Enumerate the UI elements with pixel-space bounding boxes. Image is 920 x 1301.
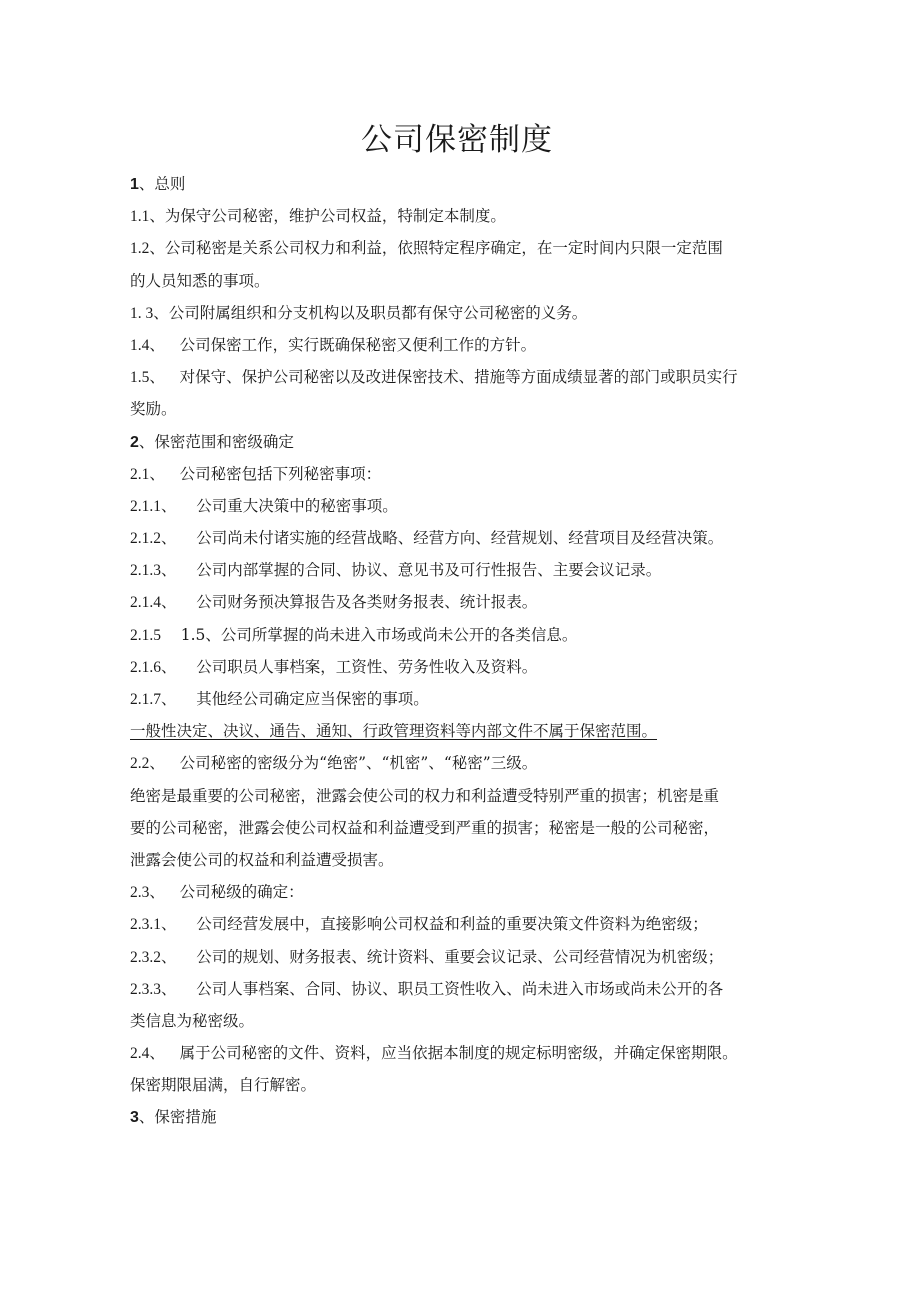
- clause-line: [130, 876, 802, 908]
- clause-number: 1.2: [130, 240, 150, 258]
- clause-separator: 、: [161, 690, 197, 708]
- clause-separator: 、: [138, 1108, 155, 1127]
- clause-separator: 、: [161, 915, 197, 934]
- clause-line: [130, 973, 802, 1005]
- clause-line: [130, 458, 802, 490]
- paragraph-continuation: [130, 265, 802, 297]
- clause-line: [130, 619, 802, 651]
- clause-number: 2.1.3: [130, 562, 161, 580]
- clause-separator: 、: [138, 432, 155, 451]
- section-heading: [130, 1101, 802, 1133]
- clause-text: 公司人事档案、合同、协议、职员工资性收入、尚未进入市场或尚未公开的各: [196, 979, 724, 998]
- clause-text: 对保守、保护公司秘密以及改进保密技术、措施等方面成绩显著的部门或职员实行: [179, 368, 738, 387]
- clause-line: [130, 747, 802, 779]
- clause-text: 要的公司秘密，泄露会使公司权益和利益遭受到严重的损害；秘密是一般的公司秘密，: [130, 818, 720, 837]
- clause-separator: 、: [153, 303, 169, 322]
- clause-text: 属于公司秘密的文件、资料，应当依据本制度的规定标明密级，并确定保密期限。: [179, 1044, 738, 1063]
- clause-number: 1: [130, 176, 139, 193]
- clause-number: 2.1.2: [130, 530, 161, 548]
- clause-text: 公司附属组织和分支机构以及职员都有保守公司秘密的义务。: [168, 303, 588, 322]
- document-title: 公司保密制度: [361, 122, 553, 158]
- clause-separator: 、: [161, 496, 197, 515]
- clause-text: 公司秘密包括下列秘密事项：: [179, 464, 382, 483]
- clause-line: [130, 361, 802, 393]
- clause-number: 2.3.3: [130, 980, 161, 998]
- clause-line: [130, 232, 802, 264]
- clause-text: 公司财务预决算报告及各类财务报表、统计报表。: [196, 593, 538, 612]
- clause-line: [130, 651, 802, 683]
- paragraph-continuation: [130, 1005, 802, 1037]
- clause-text: 的人员知悉的事项。: [130, 271, 270, 290]
- clause-number: 2.1.7: [130, 691, 161, 708]
- clause-line: [130, 586, 802, 618]
- clause-line: [130, 329, 802, 361]
- clause-line: [130, 683, 802, 715]
- underlined-note: [130, 715, 802, 747]
- clause-text: 公司秘密的密级分为“绝密”、“机密”、“秘密”三级。: [179, 754, 538, 773]
- clause-text: 其他经公司确定应当保密的事项。: [196, 690, 429, 708]
- clause-separator: 、: [161, 529, 197, 548]
- clause-line: [130, 522, 802, 554]
- clause-line: [130, 200, 802, 232]
- clause-separator: 、: [149, 239, 165, 258]
- clause-text: 总则: [154, 175, 186, 193]
- clause-text: 公司内部掌握的合同、协议、意见书及可行性报告、主要会议记录。: [196, 561, 662, 580]
- clause-number: 1.4: [130, 336, 150, 354]
- clause-text: 保密期限届满，自行解密。: [130, 1076, 317, 1095]
- clause-line: [130, 297, 802, 329]
- section-heading: [130, 168, 802, 200]
- clause-number: 2.3.2: [130, 948, 161, 966]
- clause-separator: 、: [149, 368, 180, 387]
- clause-separator: 、: [161, 947, 197, 966]
- clause-text: 保密措施: [154, 1108, 217, 1127]
- clause-separator: 、: [149, 207, 165, 226]
- paragraph-continuation: [130, 844, 802, 876]
- clause-text: 公司秘密是关系公司权力和利益，依照特定程序确定，在一定时间内只限一定范围: [164, 239, 723, 258]
- clause-text: 保密范围和密级确定: [154, 432, 294, 451]
- paragraph-continuation: [130, 812, 802, 844]
- clause-number: 2.1: [130, 465, 150, 483]
- clause-text: 绝密是最重要的公司秘密，泄露会使公司的权力和利益遭受特别严重的损害；机密是重: [130, 786, 720, 805]
- clause-separator: 、: [149, 464, 180, 483]
- clause-number: 2.4: [130, 1045, 150, 1063]
- clause-text: 类信息为秘密级。: [130, 1011, 255, 1030]
- clause-text: 公司秘级的确定：: [179, 883, 304, 902]
- paragraph-continuation: [130, 393, 802, 425]
- paragraph-continuation: [130, 780, 802, 812]
- clause-number: 3: [130, 1109, 139, 1127]
- clause-separator: 、: [149, 335, 180, 354]
- clause-number: 2.1.4: [130, 594, 161, 612]
- clause-text: 公司重大决策中的秘密事项。: [196, 496, 398, 515]
- clause-number: 2: [130, 433, 139, 451]
- clause-separator: 、: [149, 1044, 180, 1063]
- clause-separator: [161, 626, 181, 644]
- clause-number: 2.1.5: [130, 626, 161, 644]
- clause-number: 1.5: [130, 369, 150, 387]
- clause-text: 奖励。: [130, 400, 177, 419]
- clause-separator: 、: [149, 754, 180, 773]
- clause-separator: 、: [161, 657, 197, 676]
- clause-number: 2.3: [130, 884, 150, 902]
- clause-text: 泄露会使公司的权益和利益遭受损害。: [130, 850, 394, 869]
- clause-text: 为保守公司秘密，维护公司权益，特制定本制度。: [164, 207, 506, 226]
- clause-separator: 、: [161, 593, 197, 612]
- clause-line: [130, 490, 802, 522]
- clause-number: 2.1.6: [130, 658, 161, 676]
- section-heading: [130, 426, 802, 458]
- clause-line: [130, 908, 802, 940]
- clause-number: 1. 3: [130, 304, 154, 322]
- clause-separator: 、: [138, 175, 155, 193]
- document-body: [130, 168, 802, 1134]
- clause-number: 2.2: [130, 755, 150, 773]
- clause-number: 1.1: [130, 208, 150, 226]
- clause-number: 2.1.1: [130, 497, 161, 515]
- clause-number: 2.3.1: [130, 916, 161, 934]
- clause-separator: 、: [149, 883, 180, 902]
- clause-text: 公司尚未付诸实施的经营战略、经营方向、经营规划、经营项目及经营决策。: [196, 529, 724, 548]
- clause-separator: 、: [161, 979, 197, 998]
- clause-text: 公司职员人事档案，工资性、劳务性收入及资料。: [196, 657, 538, 676]
- clause-text: 1.5、公司所掌握的尚未进入市场或尚未公开的各类信息。: [180, 625, 578, 644]
- paragraph-continuation: [130, 1069, 802, 1101]
- clause-separator: 、: [161, 561, 197, 580]
- clause-text: 公司保密工作，实行既确保秘密又便利工作的方针。: [179, 335, 537, 354]
- clause-line: [130, 941, 802, 973]
- clause-text: 一般性决定、决议、通告、通知、行政管理资料等内部文件不属于保密范围。: [130, 722, 658, 741]
- clause-text: 公司的规划、财务报表、统计资料、重要会议记录、公司经营情况为机密级；: [196, 947, 724, 966]
- clause-line: [130, 554, 802, 586]
- clause-text: 公司经营发展中，直接影响公司权益和利益的重要决策文件资料为绝密级；: [196, 915, 708, 934]
- clause-line: [130, 1037, 802, 1069]
